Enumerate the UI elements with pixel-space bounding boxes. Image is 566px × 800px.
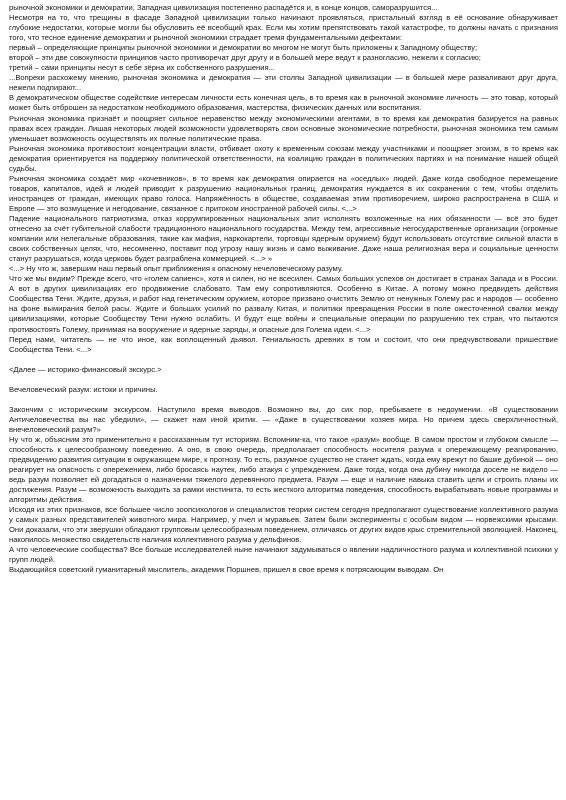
paragraph: рыночной экономики и демократии, Западная цивилизация постепенно распадётся и, в конце концов, саморазрушится... [9,3,438,12]
section-heading: Вечеловеческий разум: истоки и причины. [9,384,158,394]
list-item: второй – эти две совокупности принципов часто противоречат друг другу и в большей мере ведут к разногласию, нежели к согласию; [9,53,481,63]
spacer [9,395,558,405]
paragraph: Выдающийся советский гуманитарный мыслитель, академик Поршнев, пришел в свое время к потрясающим выводам. Он [9,565,444,575]
list-item: первый – определяющие принципы рыночной экономики и демократии во многом не могут быть приложены к Западному обществу; [9,43,478,53]
paragraph: Несмотря на то, что трещины в фасаде Западной цивилизации только начинают проявляться, пристальный взгляд в её основание обнаруживает глубокие недостатки, которые могли бы обусловить её всеобщий крах. Если мы хотим препятствовать такой катастрофе, то должны начать с признания того, что тесное единение демократии и рыночной экономики страдает тремя фундаментальными дефектами: [9,13,558,43]
paragraph: Рыночная экономика противостоит концентрации власти, отбивает охоту к временным союзам между участниками и поощряет эгоизм, в то время как демократия ориентируется на поддержку политической ответственности, на коалицию граждан в политических партиях и на понимание нашей общей судьбы. [9,143,558,173]
paragraph: А что человеческие сообщества? Все больше исследователей ныне начинают задумываться о явлении надличностного разума и коллективной психики у групп людей. [9,545,558,565]
paragraph: Падение национального патриотизма, отказ коррумпированных национальных элит исполнять возложенные на них обязанности — всё это будет отнесено за счёт губительной слабости традиционного национального государства. Между тем, агрессивные негосударственные организации (огромные компании или нелегальные образования, такие как мафия, наркокартели, торговцы ядерным оружием) будут использовать отсутствие сильной власти в своих собственных целях, что, несомненно, поставит под угрозу нашу жизнь и само выживание. Даже наша религиозная вера и социальные ценности станут разрушаться, когда церковь будет разграблена коммерцией. <...> » [9,213,558,264]
paragraph: Ну что ж, объясним это применительно к рассказанным тут историям. Вспомним-ка, что такое «разум» вообще. В самом простом и глубоком смысле — способность к целесообразному поведению. А оно, в свою очередь, предполагает способность носителя разума к опережающему реагированию, предвидению развития ситуации в окружающем мире, к прогнозу. То есть, разумное существо не станет ждать, когда ему врежут по башке дубиной — оно реагирует на опасность с опережением, либо бросаясь наутек, либо атакуя с упреждением. Даже тогда, когда она дубину никогда доселе не видело — ведь разум позволяет ей догадаться о назначении тяжелого деревянного предмета. Разум — еще и наличие навыка ставить цели и строить планы их достижения. Разум — возможность выходить за рамки инстинкта, то есть жесткого алгоритма поведения, способность вырабатывать новые программы и алгоритмы действия. [9,434,558,505]
spacer [9,375,558,385]
paragraph: Перед нами, читатель — не что иное, как воплощенный дьявол. Гениальность древних в том и состоит, что они предчувствовали пришествие Сообщества Тени. <...> [9,334,558,354]
paragraph: Что же мы видим? Прежде всего, что «голем сапиенс», хотя и силен, но не всесилен. Самых больших успехов он достигает в странах Запада и в России. А вот в других цивилизациях его продвижение слабовато. Там ему сопротивляются. Особенно в Китае. А потому можно предвидеть действия Сообщества Тени. Ждите, друзья, и работ над генетическим оружием, которое призвано очистить Землю от ненужных Голему рас и народов — особенно на фоне вымирания белой расы. Ждите и больших усилий по развалу Китая, и политики превращения России в поле ожесточенной свалки между цивилизациями, которые Сообществу Тени нужно ослабить. И будут еще войны и специальные операции по разрушению тех стран, что пытаются противостоять Голему, принимая на вооружение и ядерные заряды, и опасные для Голема идеи. <...> [9,274,558,334]
list-item: третий – сами принципы несут в себе зёрна их собственного разрушения... [9,63,275,73]
spacer [9,355,558,365]
paragraph: Закончим с историческим экскурсом. Наступило время выводов. Возможно вы, до сих пор, пребываете в недоумении. «В существовании Античеловечества вы нас убедили», — скажет нам иной критик. — «Даже в существовании хозяев мира. Но причем здесь сверхличностный, внечеловеческий разум?» [9,404,558,434]
paragraph: В демократическом обществе содействие интересам личности есть конечная цель, в то время как в рыночной экономике личность — это товар, который может быть отброшен за недостатком необходимого образования, мастерства, физических данных или воспитания. [9,93,558,113]
paragraph: Рыночная экономика признаёт и поощряет сильное неравенство между экономическими агентами, в то время как демократия базируется на равных правах всех граждан. Лишая некоторых людей возможности удовлетворять свои основные экономические потребности, рыночная экономика тем самым уменьшает возможность осуществлять их полные политические права. [9,113,558,143]
paragraph: Рыночная экономика создаёт мир «кочевников», в то время как демократия опирается на «оседлых» людей. Даже когда свободное перемещение товаров, капиталов, идей и людей приводит к разрушению национальных границ, демократия нуждается в их сохранении с тем, чтобы отделить иностранцев от граждан, имеющих право голоса. Напряжённость в обществе, создаваемая этим противоречием, широко распространена в США и Европе — это возмущение и негодование, связанное с притоком иностранной рабочей силы. <...> [9,173,558,213]
editorial-note: <Далее — историко-финансовый экскурс.> [9,364,162,374]
paragraph: <...> Ну что ж, завершим наш первый опыт приближения к опасному нечеловеческому разуму. [9,264,343,274]
paragraph: ...Вопреки расхожему мнению, рыночная экономика и демократия — эти столпы Западной цивилизации — в большей мере разваливают друг друга, нежели подпирают... [9,73,558,93]
paragraph: Исходя из этих признаков, все большее число зоопсихологов и специалистов теории систем сегодня предполагают существование коллективного разума у самых разных представителей животного мира. Например, у пчел и муравьев. Затем были эксперименты с особым видом — норвежскими крысами. Они доказали, что эти зверушки обладают групповым целесообразным поведением, отличаясь от других видов крыс стремительной эволюцией. Наконец, накопилось множество свидетельств наличия коллективного разума у дельфинов. [9,505,558,545]
